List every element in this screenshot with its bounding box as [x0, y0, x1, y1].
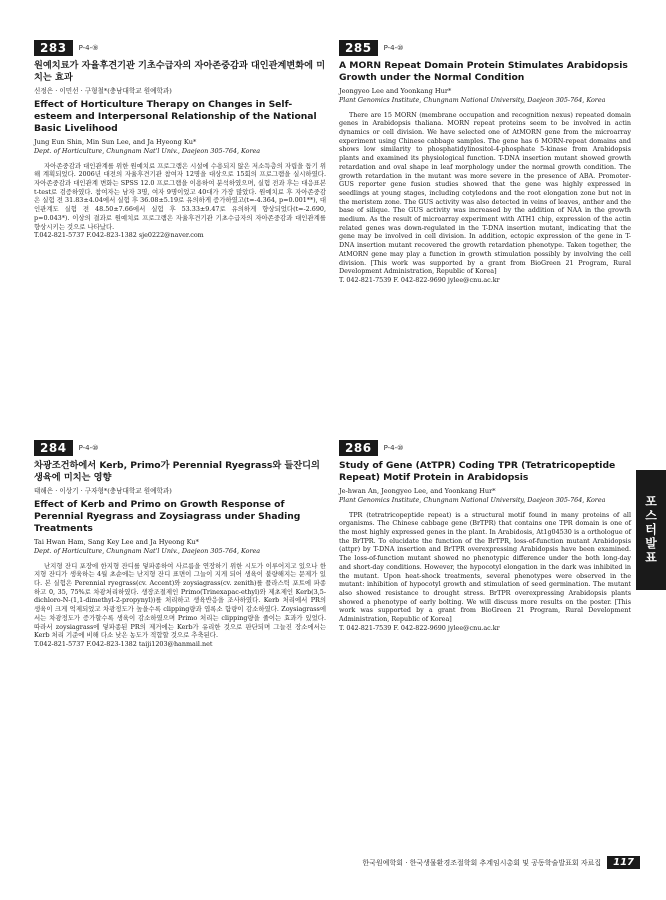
title-en: A MORN Repeat Domain Protein Stimulates Arabidopsis Growth under the Normal Condition: [339, 60, 628, 83]
abstract-number: 284: [34, 440, 73, 456]
abstract-283: [34, 40, 326, 240]
authors-en: Jung Eun Shin, Min Sun Lee, and Ja Hyeong Ku*: [34, 138, 197, 146]
title-en: Study of Gene (AtTPR) Coding TPR (Tetratricopeptide Repeat) Motif Protein in Arabidopsis: [339, 460, 616, 483]
abstract-body: 난지형 잔디 포장에 한지형 잔디를 덯파종하여 사르름을 연장하기 위한 시도가 이루어지고 있으나 한지형 잔디가 생육하는 4월 초순에는 난지형 잔디 표면이 그늘이 지게 되어 생육이 불량해지는 문제가 있다. 본 실험은 Perennial ryegrass(cv. Accent)와 zoysiagrass(cv. zenith)를 플라스틱 포트에 파종하고 0, 35, 75%로 차광처리하였다. 생장조절제인 Primo(Trinexapac-ethyl)와 제초제인 Kerb(3,5-dichloro-N-(1,1-dimethyl-2-propynyl))를 처리하고 생육반응을 조사하였다. Kerb 처리에서 PR의 생육이 크게 억제되었고 차광정도가 높을수록 clipping량과 엽록소 함량이 감소하였다. Zoysiagrass에서는 차광정도가 증가할수록 생육이 감소하였으며 Primo 처리는 clipping량을 줄이는 효과가 있었다. 따라서 zoysiagrass에 덯파종된 PR의 제거에는 Kerb가 유리한 것으로 판단되며 그늘진 장소에서는 Kerb 처리 기준에 비해 다소 낮은 농도가 적합할 것으로 추축된다.: [34, 561, 326, 640]
title-ko: 원예치료가 자율후견기관 기초수급자의 자아존중감과 대인관계변화에 미치는 효과: [34, 60, 326, 83]
contact-info: T.042-821-5737 F.042-823-1382 taiji1203@hanmail.net: [34, 639, 213, 648]
affiliation: Plant Genomics Institute, Chungnam National University, Daejeon 305-764, Korea: [339, 496, 606, 504]
title-en: Effect of Horticulture Therapy on Changes in Self-esteem and Interpersonal Relationship of the National Basic Livelihood: [34, 99, 317, 134]
abstract-header: [339, 440, 631, 456]
abstract-number: 283: [34, 40, 73, 56]
authors-en: Je-hwan An, Jeongyeo Lee, and Yoonkang Hur*: [339, 487, 496, 495]
abstract-header: [339, 40, 631, 56]
title-en: Effect of Kerb and Primo on Growth Response of Perennial Ryegrass and Zoysiagrass under Shading Treatments: [34, 499, 301, 534]
abstract-code: P-4-⑩: [78, 444, 99, 452]
page-footer: [300, 856, 640, 869]
abstract-284: [34, 440, 326, 649]
contact-info: T. 042-821-7539 F. 042-822-9690 jylee@cnu.ac.kr: [339, 275, 500, 284]
abstract-number: 286: [339, 440, 378, 456]
authors-ko: 신정은 · 이민선 · 구형철*(충남대학교 원예학과): [34, 87, 172, 95]
contact-info: T.042-821-5737 F.042-823-1382 sje0222@naver.com: [34, 231, 204, 240]
abstract-code: P-4-⑨: [78, 44, 99, 52]
abstract-body: TPR (tetratricopeptide repeat) is a structural motif found in many proteins of all organisms. The Chinese cabbage gene (BrTPR) that contains one TPR domain is one of the most highly expressed genes in the plant. In Arabidosis, At1g04530 is a orthologue of the BrTPR. To elucidate the function of the BrTPR, loss-of-function mutant Arabidopsis (attpr) by T-DNA insertion and BrTPR overexpressing Arabidopsis have been examined. The loss-of-function mutant showed no phenotypic difference under the both long-day and short-day conditions. However, the hypocotyl elongation in the dark was inhibited in the mutant. Upon heat-shock treatments, several phenotypes were observed in the mutant: inhibition of hypocotyl growth and stimulation of seed germination. The mutant also showed resistance to drought stress. BrTPR overexpressing Arabidopsis plants showed a phenotype of early bolting. We will discuss more results on the poster. [This work was supported by a grant from BioGreen 21 Program, Rural Development Administration, Republic of Korea]: [339, 510, 631, 624]
page-number: 117: [607, 856, 640, 869]
abstract-285: [339, 40, 631, 285]
title-ko: 차광조건하에서 Kerb, Primo가 Perennial Ryegrass와 들잔디의 생육에 미치는 영향: [34, 460, 320, 483]
abstract-body: There are 15 MORN (membrane occupation and recognition nexus) repeated domain genes in Arabidopsis thaliana. MORN repeat proteins seem to be involved in actin dynamics or cell division. We have selected one of AtMORN gene from the microarray experiment using Chinese cabbage samples. The gene has 6 MORN-repeat domains and shows low similarity to phosphatidylinositol-4-phosphate 5-kinase from Arabidopsis plants and examined its physiological function. T-DNA insertion mutant showed growth retardation and oval shape in leaf morphology under the normal growth condition. The growth retardation in the mutant was more severe in the presence of ABA. Promoter-GUS reporter gene fusion studies showed that the gene was highly expressed in seedlings at young stages, including cotyledons and the root elongation zone but not in the meristem zone. The GUS activity was also detected in veins of leaves, anther and the base of silique. The GUS activity was increased by the addition of NAA in the growth medium. As the result of microarray experiment with ATH1 chip, expression of the actin related genes was down-regulated in the T-DNA insertion mutant, indicating that the gene may be involved in cell division. In addition, ectopic expression of the gene in T-DNA insertion mutant recovered the growth retardation phenotype. Taken together, the AtMORN gene may play a function in growth stimulation possibly by involving the cell division. [This work was supported by a grant from BioGreen 21 Program, Rural Development Administration, Republic of Korea]: [339, 110, 631, 276]
abstract-header: [34, 40, 326, 56]
abstract-number: 285: [339, 40, 378, 56]
authors-en: Tai Hwan Ham, Sang Key Lee and Ja Hyeong Ku*: [34, 538, 199, 546]
abstract-body: 자아존중감과 대인관계를 위한 원예치료 프로그램은 시설에 수용되지 않은 저소득층의 자립을 돕기 위해 계획되었다. 2006년 대전의 자율후견기관 참여자 12명을 대상으로 15회의 프로그램을 실시하였다. 자아존중감과 대인관계 변화는 SPSS 12.0 프로그램을 이용하여 분석하였으며, 실험 전과 후는 대응표본 t-test로 검증하였다. 참여자는 남자 3명, 여자 9명이었고 40대가 가장 많았다. 원예치료 후 자아존중감은 실험 전 31.83±4.04에서 실험 후 36.08±5.19로 유의하게 증가하였고(t=-4.364, p=0.001**), 대인관계도 실험 전 48.50±7.66에서 실험 후 53.33±9.47로 유의하게 향상되었다(t=-2.690, p=0.043*). 이상의 결과로 원예치료 프로그램은 자율후견기관 기초수급자의 자아존중감과 대인관계를 향상시키는 것으로 나타났다.: [34, 161, 326, 231]
affiliation: Dept. of Horticulture, Chungnam Nat'l Univ., Daejeon 305-764, Korea: [34, 147, 261, 155]
abstract-286: [339, 440, 631, 632]
contact-info: T. 042-821-7539 F. 042-822-9690 jylee@cnu.ac.kr: [339, 623, 500, 632]
authors-en: Jeongyeo Lee and Yoonkang Hur*: [339, 87, 452, 95]
abstract-header: [34, 440, 326, 456]
authors-ko: 태해은 · 이상기 · 구자형*(충남대학교 원예학과): [34, 487, 172, 495]
abstract-code: P-4-⑩: [383, 44, 404, 52]
footer-text: 한국원예학회 · 한국생물환경조절학회 추계임시총회 및 공동학술발표회 자료집: [362, 858, 602, 867]
affiliation: Plant Genomics Institute, Chungnam National University, Daejeon 305-764, Korea: [339, 96, 606, 104]
section-side-tab: 포스터발표: [636, 470, 666, 590]
affiliation: Dept. of Horticulture, Chungnam Nat'l Univ., Daejeon 305-764, Korea: [34, 547, 261, 555]
abstract-code: P-4-⑩: [383, 444, 404, 452]
